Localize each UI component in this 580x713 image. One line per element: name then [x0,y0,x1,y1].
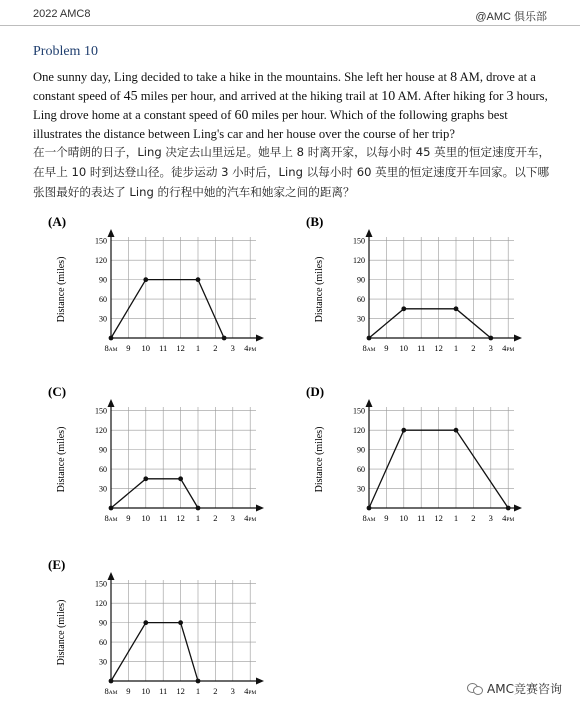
x-tick-value: 11 [159,343,168,353]
text-segment: , drove at a constant speed of [33,70,536,103]
x-tick-value: 3 [230,513,235,523]
graph-d-svg [298,380,548,530]
data-point [401,306,406,311]
x-tick-suffix: AM [108,517,118,523]
x-tick-suffix: AM [366,347,376,353]
y-tick-label: 120 [353,256,365,266]
x-tick-value: 9 [384,343,389,353]
x-tick-label [231,686,235,696]
x-tick-value: 3 [230,343,235,353]
x-tick-label [244,686,256,696]
x-tick-suffix: PM [248,347,257,353]
graph-b[interactable] [298,210,548,360]
data-point [143,476,148,481]
y-axis-label: Distance (miles) [314,256,325,323]
x-tick-value: 12 [434,343,443,353]
x-tick-label [417,343,425,353]
x-tick-label [196,513,200,523]
x-tick-value: 11 [417,513,426,523]
y-tick-label: 90 [357,275,365,285]
chat-bubbles-icon [467,682,483,696]
y-axis-label: Distance (miles) [56,256,67,323]
x-tick-value: 11 [417,343,426,353]
x-tick-value: 8 [104,513,109,523]
x-tick-suffix: PM [506,517,515,523]
x-tick-value: 4 [244,513,249,523]
data-point [401,428,406,433]
x-tick-suffix: AM [366,517,376,523]
x-tick-value: 8 [104,686,109,696]
graph-d[interactable] [298,380,548,530]
x-tick-value: 4 [502,513,507,523]
y-tick-label: 60 [99,465,107,475]
x-axis-arrowhead [256,335,264,342]
x-tick-value: 10 [399,343,409,353]
x-tick-value: 11 [159,686,168,696]
math-number: 45 [123,89,138,104]
y-tick-label: 120 [95,256,107,266]
y-axis-label: Distance (miles) [56,426,67,493]
x-tick-value: 4 [502,343,507,353]
x-tick-value: 9 [126,343,131,353]
x-tick-label [176,513,185,523]
y-tick-label: 120 [353,426,365,436]
y-tick-label: 60 [357,295,365,305]
x-tick-value: 1 [195,686,201,696]
y-tick-label: 150 [353,406,365,416]
data-point [109,336,114,341]
graph-label: (A) [48,214,67,229]
x-tick-value: 12 [176,686,185,696]
x-tick-label [231,343,235,353]
graph-e[interactable] [40,553,290,703]
x-tick-label [176,686,185,696]
x-tick-value: 8 [362,513,367,523]
math-number: 60 [234,108,249,123]
x-tick-value: 10 [141,686,151,696]
y-tick-label: 30 [99,484,107,494]
x-tick-label [104,343,117,353]
data-point [109,679,114,684]
x-tick-label [159,513,167,523]
x-tick-label [126,686,130,696]
math-number: 10 [381,89,396,104]
x-axis-arrowhead [514,335,522,342]
x-tick-value: 11 [159,513,168,523]
y-tick-label: 90 [99,618,107,628]
y-axis-arrowhead [108,572,115,580]
x-tick-value: 3 [230,686,235,696]
x-tick-label [417,513,425,523]
text-segment: AM [457,70,480,84]
distance-line [111,280,224,338]
x-tick-label [244,513,256,523]
data-point [178,620,183,625]
x-tick-value: 8 [104,343,109,353]
data-point [454,428,459,433]
y-axis-arrowhead [108,229,115,237]
math-number: 8 [450,70,458,85]
x-tick-suffix: PM [248,517,257,523]
x-tick-label [159,686,167,696]
x-tick-value: 2 [213,513,218,523]
x-tick-label [434,513,443,523]
x-tick-label [142,513,151,523]
x-tick-label [104,513,117,523]
data-point [222,336,227,341]
x-tick-value: 12 [176,513,185,523]
graph-b-svg [298,210,548,360]
y-tick-label: 120 [95,426,107,436]
text-segment: . After hiking for [417,89,507,103]
y-tick-label: 150 [95,236,107,246]
x-tick-label [502,513,514,523]
y-axis-label: Distance (miles) [56,599,67,666]
x-tick-value: 4 [244,343,249,353]
x-tick-value: 10 [141,513,151,523]
distance-line [369,309,491,338]
y-tick-label: 30 [99,314,107,324]
x-tick-label [384,343,388,353]
x-tick-label [471,343,475,353]
x-tick-value: 9 [384,513,389,523]
graph-label: (E) [48,557,66,572]
x-tick-label [196,343,200,353]
header-right-text: @AMC 俱乐部 [475,11,547,23]
graph-a[interactable] [40,210,290,360]
x-tick-label [126,513,130,523]
math-number: 3 [506,89,514,104]
y-tick-label: 150 [353,236,365,246]
x-tick-label [176,343,185,353]
y-axis-label: Distance (miles) [314,426,325,493]
data-point [109,506,114,511]
x-tick-value: 2 [213,343,218,353]
y-axis-arrowhead [366,399,373,407]
y-tick-label: 30 [357,314,365,324]
x-tick-label [142,343,151,353]
x-tick-label [400,343,409,353]
x-tick-value: 1 [195,343,201,353]
data-point [367,506,372,511]
graph-label: (C) [48,384,67,399]
x-tick-label [213,686,217,696]
x-tick-label [454,513,458,523]
x-tick-value: 12 [434,513,443,523]
y-tick-label: 150 [95,406,107,416]
text-segment: One sunny day, Ling decided to take a hike in the mountains. She left her house at [33,70,451,84]
x-tick-suffix: AM [108,690,118,696]
x-tick-value: 1 [453,343,459,353]
x-tick-label [244,343,256,353]
graph-c[interactable] [40,380,290,530]
x-tick-value: 2 [471,513,476,523]
x-tick-value: 2 [213,686,218,696]
data-point [196,506,201,511]
x-tick-label [213,513,217,523]
x-tick-value: 8 [362,343,367,353]
data-point [488,336,493,341]
x-tick-label [362,513,375,523]
x-tick-label [454,343,458,353]
x-axis-arrowhead [256,505,264,512]
x-tick-label [213,343,217,353]
x-tick-value: 3 [488,513,493,523]
watermark [467,680,562,697]
data-point [367,336,372,341]
text-segment: miles per hour, and arrived at the hiking trail at [137,89,382,103]
x-tick-label [126,343,130,353]
data-point [454,306,459,311]
x-tick-label [434,343,443,353]
y-tick-label: 150 [95,579,107,589]
problem-text-chinese: 在一个晴朗的日子，Ling 决定去山里远足。她早上 8 时离开家，以每小时 45 英里的恒定速度开车，在早上 10 时到达登山径。徒步运动 3 小时后，Ling 以每小时 60 英里的恒定速度开车回家。以下哪张图最好的表达了 Ling 的行程中她的汽车和她家之间的距离？ [33,145,551,199]
x-tick-value: 9 [126,686,131,696]
graph-label: (B) [306,214,324,229]
data-point [196,679,201,684]
y-tick-label: 30 [357,484,365,494]
distance-line [111,623,198,681]
x-tick-label [400,513,409,523]
x-tick-value: 10 [399,513,409,523]
data-point [178,476,183,481]
x-axis-arrowhead [514,505,522,512]
x-axis-arrowhead [256,678,264,685]
problem-title: Problem 10 [33,44,98,59]
x-tick-suffix: PM [248,690,257,696]
graph-c-svg [40,380,290,530]
y-axis-arrowhead [366,229,373,237]
y-axis-arrowhead [108,399,115,407]
x-tick-label [159,343,167,353]
x-tick-value: 1 [453,513,459,523]
y-tick-label: 90 [99,445,107,455]
x-tick-label [142,686,151,696]
x-tick-value: 3 [488,343,493,353]
watermark-text: AMC竞赛咨询 [487,682,562,696]
distance-line [111,479,198,508]
x-tick-value: 2 [471,343,476,353]
x-tick-value: 10 [141,343,151,353]
x-tick-label [489,343,493,353]
x-tick-label [104,686,117,696]
x-tick-value: 1 [195,513,201,523]
y-tick-label: 90 [357,445,365,455]
x-tick-label [196,686,200,696]
text-segment: AM [395,89,418,103]
x-tick-label [471,513,475,523]
y-tick-label: 90 [99,275,107,285]
y-tick-label: 120 [95,599,107,609]
x-tick-value: 12 [176,343,185,353]
y-tick-label: 60 [99,295,107,305]
text-segment: miles per hour. Which of the following graphs best illustrates the distance between Ling's car and her house over the course of her trip? [33,108,508,141]
x-tick-label [231,513,235,523]
x-tick-label [489,513,493,523]
x-tick-value: 4 [244,686,249,696]
header-left-text: 2022 AMC8 [33,8,91,20]
data-point [143,277,148,282]
y-tick-label: 30 [99,657,107,667]
page-header [0,0,580,26]
graph-label: (D) [306,384,325,399]
data-point [196,277,201,282]
x-tick-suffix: PM [506,347,515,353]
data-point [506,506,511,511]
graph-a-svg [40,210,290,360]
x-tick-label [502,343,514,353]
problem-text-english [33,68,551,143]
x-tick-value: 9 [126,513,131,523]
graph-e-svg [40,553,290,703]
text-segment: hours, Ling drove home at a constant speed of [33,89,548,122]
y-tick-label: 60 [99,638,107,648]
data-point [143,620,148,625]
x-tick-label [362,343,375,353]
y-tick-label: 60 [357,465,365,475]
x-tick-label [384,513,388,523]
x-tick-suffix: AM [108,347,118,353]
